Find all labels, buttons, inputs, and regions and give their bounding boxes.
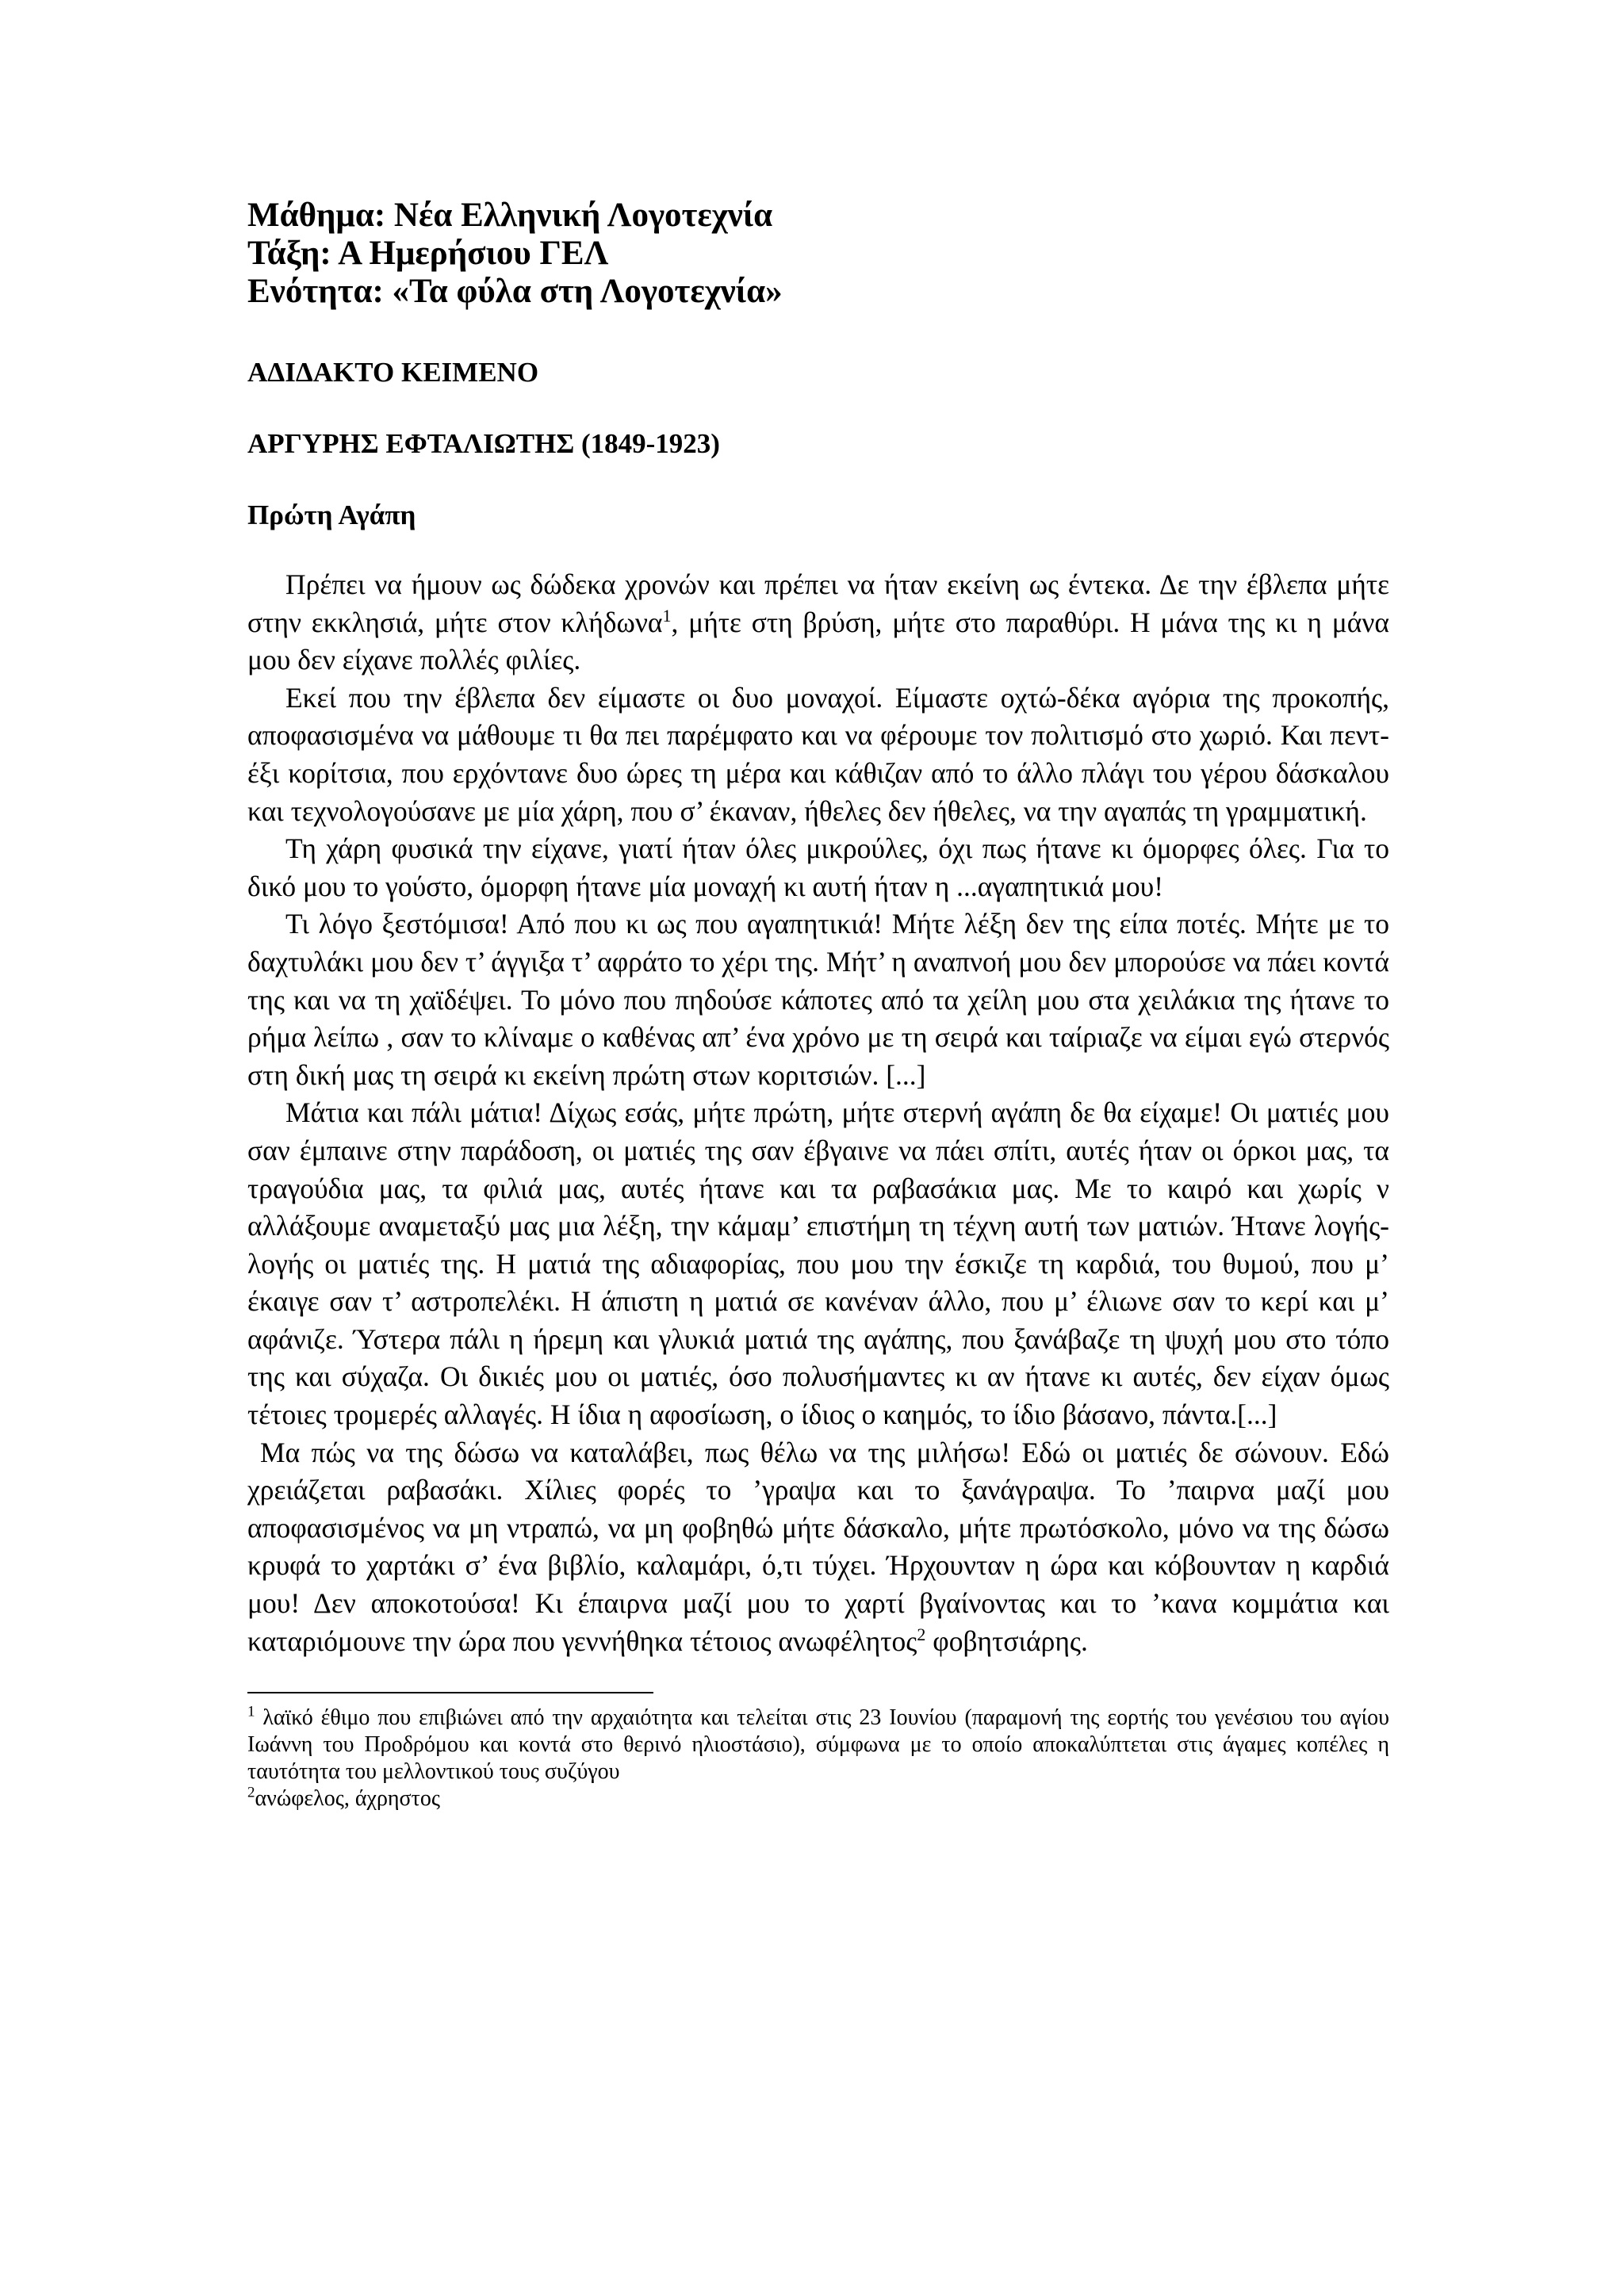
footnotes <box>247 1705 1389 1812</box>
footnote-2-text: ανώφελος, άχρηστος <box>255 1786 440 1812</box>
story-title: Πρώτη Αγάπη <box>247 499 416 530</box>
footnote-2 <box>247 1785 1389 1812</box>
story-text <box>247 566 1389 1660</box>
course-heading: Μάθημα: Νέα Ελληνική Λογοτεχνία <box>247 197 773 234</box>
footnote-ref-2[interactable]: 2 <box>917 1624 926 1644</box>
paragraph-2: Εκεί που την έβλεπα δεν είμαστε οι δυο μοναχοί. Είμαστε οχτώ-δέκα αγόρια της προκοπής, αποφασισμένα να μάθουμε τι θα πει παρέμφατο και να φέρουμε τον πολιτισμό στο χωριό. Και πεντ-έξι κορίτσια, που ερχόντανε δυο ώρες τη μέρα και κάθιζαν από το άλλο πλάγι του γέρου δάσκαλου και τεχνολογούσανε με μία χάρη, που σ’ έκαναν, ήθελες δεν ήθελες, να την αγαπάς τη γραμματική. <box>247 681 1389 827</box>
footnote-ref-1[interactable]: 1 <box>662 605 672 626</box>
paragraph-6: Μα πώς να της δώσω να καταλάβει, πως θέλω να της μιλήσω! Εδώ οι ματιές δε σώνουν. Εδώ χρειάζεται ραβασάκι. Χίλιες φορές το ’γραψα και το ξανάγραψα. Το ’παιρνα μαζί μου αποφασισμένος να μη ντραπώ, να μη φοβηθώ μήτε δάσκαλο, μήτε πρωτόσκολο, μόνο να της δώσω κρυφά το χαρτάκι σ’ ένα βιβλίο, καλαμάρι, ό,τι τύχει. Ήρχουνταν η ώρα και κόβουνταν η καρδιά μου! Δεν αποκοτούσα! Κι έπαιρνα μαζί μου το χαρτί βγαίνοντας και το ’κανα κομμάτια και καταριόμουνε την ώρα που γεννήθηκα τέτοιος ανωφέλητος$^2$ φοβητσιάρης. <box>247 1436 1389 1657</box>
paragraph-3: Τη χάρη φυσικά την είχανε, γιατί ήταν όλες μικρούλες, όχι πως ήτανε κι όμορφες όλες. Για το δικό μου το γούστο, όμορφη ήτανε μία μοναχή κι αυτή ήταν η ...αγαπητικιά μου! <box>247 832 1389 902</box>
footnote-2-mark: 2 <box>247 1784 255 1801</box>
author-heading: ΑΡΓΥΡΗΣ ΕΦΤΑΛΙΩΤΗΣ (1849-1923) <box>247 428 720 459</box>
paragraph-5: Μάτια και πάλι μάτια! Δίχως εσάς, μήτε πρώτη, μήτε στερνή αγάπη δε θα είχαμε! Οι ματιές μου σαν έμπαινε στην παράδοση, οι ματιές της σαν έβγαινε να πάει σπίτι, αυτές ήταν οι όρκοι μας, τα τραγούδια μας, τα φιλιά μας, αυτές ήτανε και τα ραβασάκια μας. Με το καιρό και χωρίς ν αλλάξουμε αναμεταξύ μας μια λέξη, την κάμαμ’ επιστήμη τη τέχνη αυτή των ματιών. Ήτανε λογής-λογής οι ματιές της. Η ματιά της αδιαφορίας, που μου την έσκιζε τη καρδιά, του θυμού, που μ’ έκαιγε σαν τ’ αστροπελέκι. Η άπιστη η ματιά σε κανέναν άλλο, που μ’ έλιωνε σαν το κερί και μ’ αφάνιζε. Ύστερα πάλι η ήρεμη και γλυκιά ματιά της αγάπης, που ξανάβαζε τη ψυχή μου στο τόπο της και σύχαζα. Οι δικιές μου οι ματιές, όσο πολυσήμαντες κι αν ήτανε κι αυτές, δεν είχαν όμως τέτοιες τρομερές αλλαγές. Η ίδια η αφοσίωση, ο ίδιος ο καημός, το ίδιο βάσανο, πάντα.[...] <box>247 1096 1389 1431</box>
grade-heading: Τάξη: Α Ημερήσιου ΓΕΛ <box>247 235 609 272</box>
document-header <box>247 197 1389 311</box>
document-page <box>247 197 1389 1812</box>
footnote-1-text: λαϊκό έθιμο που επιβιώνει από την αρχαιότητα και τελείται στις 23 Ιουνίου (παραμονή της εορτής του γενέσιου του αγίου Ιωάννη του Προδρόμου και κοντά στο θερινό ηλιοστάσιο), σύμφωνα με το οποίο αποκαλύπτεται στις άγαμες κοπέλες η ταυτότητα του μελλοντικού τους συζύγου <box>247 1705 1389 1785</box>
footnote-1 <box>247 1705 1389 1785</box>
paragraph-1: Πρέπει να ήμουν ως δώδεκα χρονών και πρέπει να ήταν εκείνη ως έντεκα. Δε την έβλεπα μήτε στην εκκλησιά, μήτε στον κλήδωνα$^1$, μήτε στη βρύση, μήτε στο παραθύρι. Η μάνα της κι η μάνα μου δεν είχανε πολλές φιλίες. <box>247 568 1390 676</box>
footnote-1-mark: 1 <box>247 1703 255 1720</box>
paragraph-4: Τι λόγο ξεστόμισα! Από που κι ως που αγαπητικιά! Μήτε λέξη δεν της είπα ποτές. Μήτε με το δαχτυλάκι μου δεν τ’ άγγιξα τ’ αφράτο το χέρι της. Μήτ’ η αναπνοή μου δεν μπορούσε να πάει κοντά της και να τη χαϊδέψει. Το μόνο που πηδούσε κάποτες από τα χείλη μου στα χειλάκια της ήτανε το ρήμα λείπω , σαν το κλίναμε ο καθένας απ’ ένα χρόνο με τη σειρά και ταίριαζε να είμαι εγώ στερνός στη δική μας τη σειρά κι εκείνη πρώτη στων κοριτσιών. [...] <box>247 908 1389 1091</box>
unit-heading: Ενότητα: «Τα φύλα στη Λογοτεχνία» <box>247 273 783 310</box>
unseen-text-label: ΑΔΙΔΑΚΤΟ ΚΕΙΜΕΝΟ <box>247 357 539 388</box>
footnote-separator <box>247 1692 653 1693</box>
